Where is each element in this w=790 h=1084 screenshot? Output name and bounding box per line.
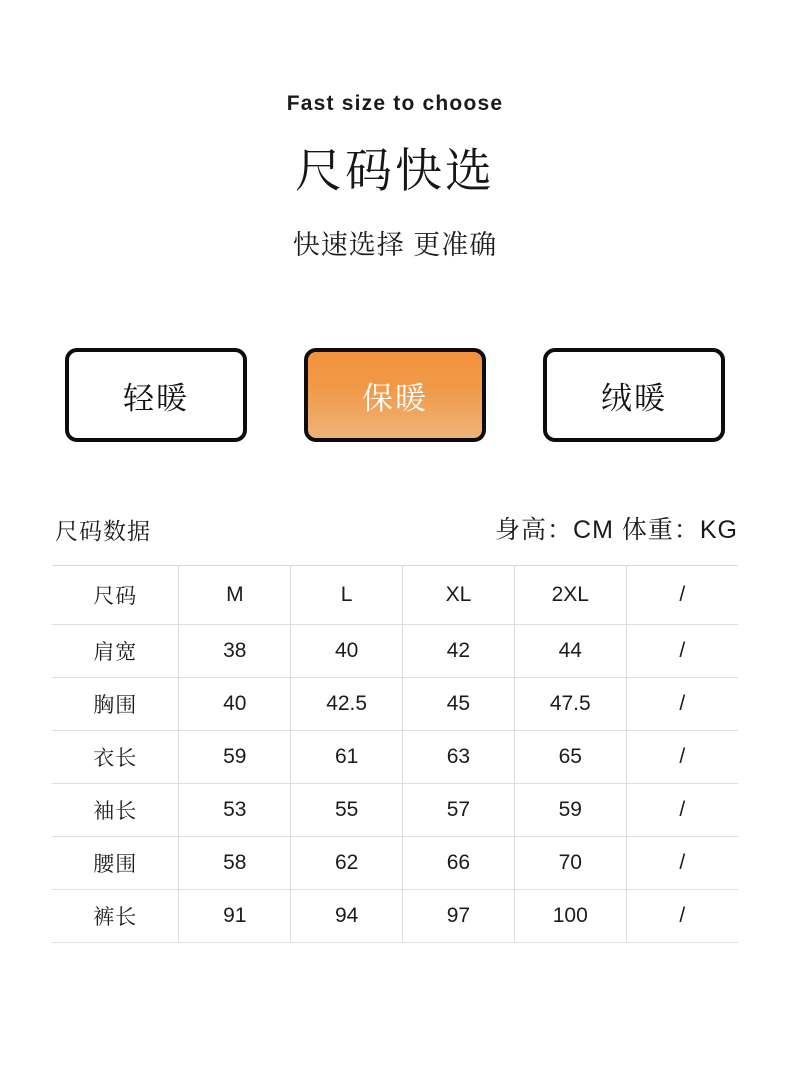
table-row-label: 胸围 bbox=[52, 677, 179, 730]
size-data-header bbox=[0, 510, 790, 546]
table-cell: 94 bbox=[291, 889, 403, 942]
table-cell: 42.5 bbox=[291, 677, 403, 730]
table-cell: 40 bbox=[179, 677, 291, 730]
table-cell: 57 bbox=[403, 783, 515, 836]
table-cell: 61 bbox=[291, 730, 403, 783]
table-cell: 62 bbox=[291, 836, 403, 889]
table-cell: 59 bbox=[179, 730, 291, 783]
table-row-label: 衣长 bbox=[52, 730, 179, 783]
table-header-cell: 尺码 bbox=[52, 566, 179, 624]
option-label: 保暖 bbox=[362, 380, 428, 416]
table-cell: 47.5 bbox=[514, 677, 626, 730]
table-cell: / bbox=[626, 783, 738, 836]
table-cell: 53 bbox=[179, 783, 291, 836]
page-header bbox=[0, 0, 790, 262]
table-cell: / bbox=[626, 836, 738, 889]
table-cell: 55 bbox=[291, 783, 403, 836]
table-cell: 38 bbox=[179, 624, 291, 677]
table-row-label: 腰围 bbox=[52, 836, 179, 889]
option-label: 绒暖 bbox=[601, 380, 667, 416]
size-table bbox=[52, 566, 738, 943]
table-cell: 97 bbox=[403, 889, 515, 942]
warmth-option-group bbox=[0, 348, 790, 442]
table-header-cell: M bbox=[179, 566, 291, 624]
table-row bbox=[52, 677, 738, 730]
table-header-cell: / bbox=[626, 566, 738, 624]
table-row bbox=[52, 783, 738, 836]
page-title: 尺码快选 bbox=[295, 144, 495, 197]
size-table-wrapper bbox=[52, 566, 738, 943]
table-cell: 45 bbox=[403, 677, 515, 730]
table-row bbox=[52, 624, 738, 677]
table-row-label: 裤长 bbox=[52, 889, 179, 942]
option-light-warm[interactable] bbox=[65, 348, 247, 442]
page-subtitle: 快速选择 更准确 bbox=[292, 230, 498, 261]
table-header-cell: 2XL bbox=[514, 566, 626, 624]
page-eyebrow: Fast size to choose bbox=[286, 92, 504, 115]
table-cell: / bbox=[626, 624, 738, 677]
table-cell: 44 bbox=[514, 624, 626, 677]
table-row-label: 袖长 bbox=[52, 783, 179, 836]
size-units-note: 身高：CM 体重：KG bbox=[495, 516, 738, 545]
table-cell: 70 bbox=[514, 836, 626, 889]
table-header-cell: XL bbox=[403, 566, 515, 624]
table-cell: / bbox=[626, 889, 738, 942]
table-row bbox=[52, 889, 738, 942]
option-fleece-warm[interactable] bbox=[543, 348, 725, 442]
table-cell: 59 bbox=[514, 783, 626, 836]
table-row bbox=[52, 836, 738, 889]
size-data-title: 尺码数据 bbox=[55, 518, 151, 545]
table-cell: 66 bbox=[403, 836, 515, 889]
table-cell: 42 bbox=[403, 624, 515, 677]
table-cell: 58 bbox=[179, 836, 291, 889]
table-cell: / bbox=[626, 730, 738, 783]
table-cell: 100 bbox=[514, 889, 626, 942]
table-cell: 40 bbox=[291, 624, 403, 677]
table-row-label: 肩宽 bbox=[52, 624, 179, 677]
table-header-row bbox=[52, 566, 738, 624]
option-label: 轻暖 bbox=[123, 380, 189, 416]
table-cell: 91 bbox=[179, 889, 291, 942]
table-cell: 65 bbox=[514, 730, 626, 783]
table-cell: 63 bbox=[403, 730, 515, 783]
option-keep-warm[interactable] bbox=[304, 348, 486, 442]
table-cell: / bbox=[626, 677, 738, 730]
table-header-cell: L bbox=[291, 566, 403, 624]
table-row bbox=[52, 730, 738, 783]
